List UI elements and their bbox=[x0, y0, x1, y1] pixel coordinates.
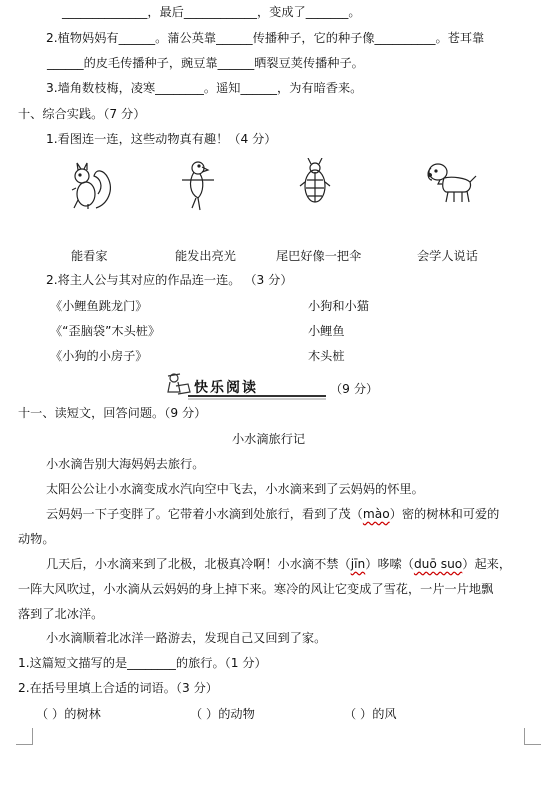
paragraph-4-text-b: ）哆嗦（ bbox=[365, 557, 414, 571]
fill-line-1: ______________，最后____________，变成了_______。 bbox=[62, 5, 361, 19]
animal-label-4: 会学人说话 bbox=[417, 249, 478, 263]
protagonist-3: 木头桩 bbox=[308, 349, 345, 363]
fill-bracket-trees: （ ）的树林 bbox=[36, 707, 101, 721]
story-title: 小水滴旅行记 bbox=[232, 432, 306, 446]
corner-mark-bottom-right bbox=[524, 728, 541, 745]
question-animal-match: 1.看图连一连，这些动物真有趣！（4 分） bbox=[46, 132, 277, 146]
work-title-2: 《“歪脑袋”木头桩》 bbox=[50, 324, 161, 338]
animal-label-3: 尾巴好像一把伞 bbox=[276, 249, 362, 263]
corner-mark-bottom-left bbox=[16, 728, 33, 745]
fill-bracket-wind: （ ）的风 bbox=[344, 707, 397, 721]
paragraph-4-line-1 bbox=[46, 556, 511, 572]
question-plum-poem: 3.墙角数枝梅，凌寒________。遥知______，为有暗香来。 bbox=[46, 81, 363, 95]
question-plant-mothers: 2.植物妈妈有______。蒲公英靠______传播种子，它的种子像__________。苍耳靠 bbox=[46, 31, 485, 45]
paragraph-3-text-a: 云妈妈一下子变胖了。它带着小水滴到处旅行，看到了茂（ bbox=[46, 507, 363, 521]
paragraph-3-line-2: 动物。 bbox=[18, 532, 55, 546]
paragraph-3-text-b: ）密的树林和可爱的 bbox=[389, 507, 500, 521]
parrot-icon bbox=[178, 158, 218, 212]
paragraph-5: 小水滴顺着北冰洋一路游去，发现自己又回到了家。 bbox=[46, 631, 327, 645]
paragraph-2: 太阳公公让小水滴变成水汽向空中飞去，小水滴来到了云妈妈的怀里。 bbox=[46, 482, 424, 496]
section-header-title: 快乐阅读 bbox=[194, 380, 258, 396]
reading-question-1: 1.这篇短文描写的是________的旅行。（1 分） bbox=[18, 656, 267, 670]
squirrel-icon bbox=[68, 160, 116, 212]
dog-icon bbox=[424, 162, 478, 206]
fill-line-3: ______的皮毛传播种子，豌豆靠______晒裂豆荚传播种子。 bbox=[47, 56, 364, 70]
paragraph-4-text-c: ）起来， bbox=[462, 557, 512, 571]
paragraph-4-line-3: 落到了北冰洋。 bbox=[18, 607, 104, 621]
reading-question-2: 2.在括号里填上合适的词语。（3 分） bbox=[18, 681, 218, 695]
pinyin-mao: mào bbox=[362, 507, 390, 521]
work-title-3: 《小狗的小房子》 bbox=[50, 349, 148, 363]
reading-score: （9 分） bbox=[330, 382, 379, 396]
animal-label-1: 能看家 bbox=[71, 249, 108, 263]
protagonist-1: 小狗和小猫 bbox=[308, 299, 369, 313]
pinyin-duosuo: duō suo bbox=[413, 557, 463, 571]
work-title-1: 《小鲤鱼跳龙门》 bbox=[50, 299, 148, 313]
paragraph-4-line-2: 一阵大风吹过，小水滴从云妈妈的身上掉下来。寒冷的风让它变成了雪花，一片一片地飘 bbox=[18, 582, 494, 596]
pinyin-jin: jīn bbox=[350, 557, 366, 571]
header-underline bbox=[188, 392, 326, 400]
animal-label-2: 能发出亮光 bbox=[175, 249, 236, 263]
paragraph-4-text-a: 几天后，小水滴来到了北极，北极真冷啊！小水滴不禁（ bbox=[46, 557, 351, 571]
question-works-match: 2.将主人公与其对应的作品连一连。 （3 分） bbox=[46, 273, 293, 287]
paragraph-1: 小水滴告别大海妈妈去旅行。 bbox=[46, 457, 205, 471]
fill-bracket-animals: （ ）的动物 bbox=[190, 707, 255, 721]
section-ten-title: 十、综合实践。（7 分） bbox=[18, 107, 146, 121]
paragraph-3-line-1 bbox=[46, 506, 499, 522]
section-eleven-title: 十一、读短文，回答问题。（9 分） bbox=[18, 406, 207, 420]
firefly-icon bbox=[298, 158, 332, 206]
protagonist-2: 小鲤鱼 bbox=[308, 324, 345, 338]
